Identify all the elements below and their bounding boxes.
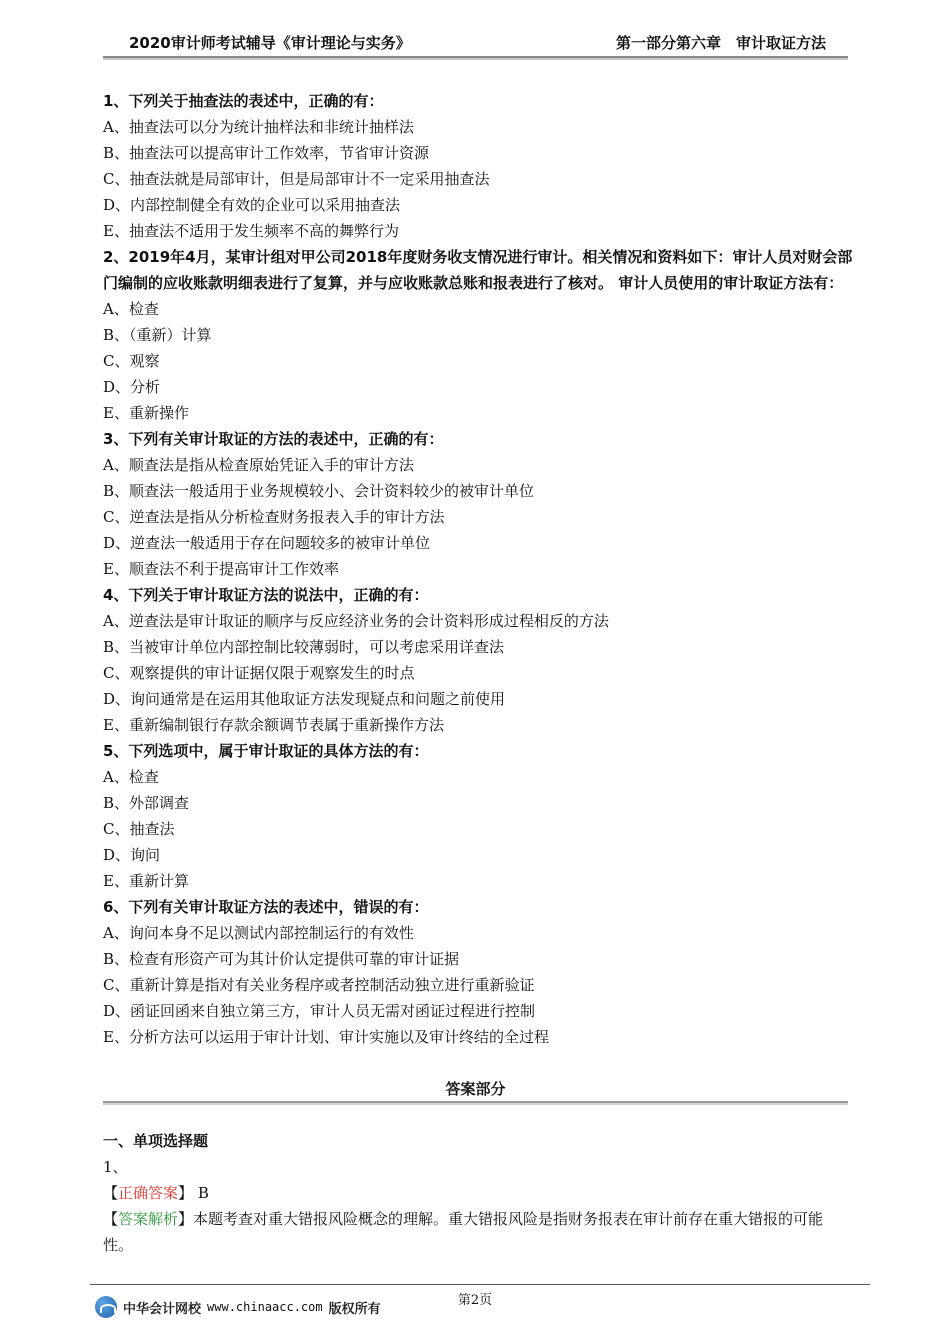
answers-divider [103,1101,848,1103]
option-text: A、抽查法可以分为统计抽样法和非统计抽样法 [103,118,414,136]
option-text: A、逆查法是审计取证的顺序与反应经济业务的会计资料形成过程相反的方法 [103,612,609,630]
answer-analysis-text: 本题考查对重大错报风险概念的理解。重大错报风险是指财务报表在审计前存在重大错报的可能性。 [103,1210,824,1254]
brand-logo-icon [95,1296,117,1318]
option-text: E、抽查法不适用于发生频率不高的舞弊行为 [103,222,399,240]
option-text: D、内部控制健全有效的企业可以采用抽查法 [103,196,401,214]
option-text: D、询问 [103,846,161,864]
option-text: E、分析方法可以运用于审计计划、审计实施以及审计终结的全过程 [103,1028,549,1046]
option-text: A、检查 [103,768,159,786]
copyright-text: 版权所有 [328,1301,381,1317]
answer-item-number: 1、 [103,1158,128,1176]
header-course-title: 2020审计师考试辅导《审计理论与实务》 [129,34,411,52]
answers-title: 答案部分 [445,1080,506,1098]
option-text: A、顺查法是指从检查原始凭证入手的审计方法 [103,456,414,474]
option-text: C、抽查法就是局部审计，但是局部审计不一定采用抽查法 [103,170,490,188]
question-text: 3、下列有关审计取证的方法的表述中，正确的有： [103,430,444,448]
question-text: 2、2019年4月，某审计组对甲公司2018年度财务收支情况进行审计。相关情况和资料如下：审计人员对财会部门编制的应收账款明细表进行了复算，并与应收账款总账和报表进行了核对。 审计人员使用的审计取证方法有： [103,248,853,292]
question-text: 4、下列关于审计取证方法的说法中，正确的有： [103,586,429,604]
option-text: A、检查 [103,300,159,318]
correct-answer-value: B [197,1184,209,1202]
option-text: B、（重新）计算 [103,326,212,344]
page-number: 第2页 [457,1293,493,1308]
question-text: 1、下列关于抽查法的表述中，正确的有： [103,92,384,110]
question-item [103,244,853,426]
question-item [103,426,853,582]
option-text: E、顺查法不利于提高审计工作效率 [103,560,339,578]
answer-analysis-label: 答案解析 [118,1210,179,1228]
option-text: B、当被审计单位内部控制比较薄弱时，可以考虑采用详查法 [103,638,505,656]
brand-name: 中华会计网校 [123,1301,202,1317]
option-text: D、逆查法一般适用于存在问题较多的被审计单位 [103,534,431,552]
question-item [103,894,853,1050]
option-text: B、抽查法可以提高审计工作效率，节省审计资源 [103,144,430,162]
correct-answer-label: 正确答案 [118,1184,179,1202]
section-title: 一、单项选择题 [103,1132,209,1150]
question-item [103,88,853,244]
option-text: C、逆查法是指从分析检查财务报表入手的审计方法 [103,508,445,526]
brand-url[interactable]: www.chinaacc.com [207,1300,323,1314]
footer-brand [95,1294,381,1320]
option-text: D、询问通常是在运用其他取证方法发现疑点和问题之前使用 [103,690,506,708]
option-text: C、重新计算是指对有关业务程序或者控制活动独立进行重新验证 [103,976,535,994]
question-text: 6、下列有关审计取证方法的表述中，错误的有： [103,898,429,916]
option-text: C、观察提供的审计证据仅限于观察发生的时点 [103,664,415,682]
option-text: A、询问本身不足以测试内部控制运行的有效性 [103,924,414,942]
page-header [103,30,848,58]
option-text: D、分析 [103,378,161,396]
option-text: D、函证回函来自独立第三方，审计人员无需对函证过程进行控制 [103,1002,536,1020]
question-item [103,738,853,894]
question-item [103,582,853,738]
option-text: B、检查有形资产可为其计价认定提供可靠的审计证据 [103,950,460,968]
correct-answer: 【正确答案】 B [103,1184,209,1202]
option-text: E、重新编制银行存款余额调节表属于重新操作方法 [103,716,444,734]
question-list [103,88,853,1050]
option-text: E、重新操作 [103,404,189,422]
option-text: C、观察 [103,352,160,370]
question-text: 5、下列选项中，属于审计取证的具体方法的有： [103,742,429,760]
option-text: C、抽查法 [103,820,175,838]
footer-divider [90,1284,870,1285]
option-text: B、顺查法一般适用于业务规模较小、会计资料较少的被审计单位 [103,482,535,500]
option-text: B、外部调查 [103,794,190,812]
header-chapter-title: 第一部分第六章 审计取证方法 [615,34,826,52]
answer-analysis: 【答案解析】本题考查对重大错报风险概念的理解。重大错报风险是指财务报表在审计前存在重大错报的可能性。 [103,1210,824,1254]
option-text: E、重新计算 [103,872,189,890]
